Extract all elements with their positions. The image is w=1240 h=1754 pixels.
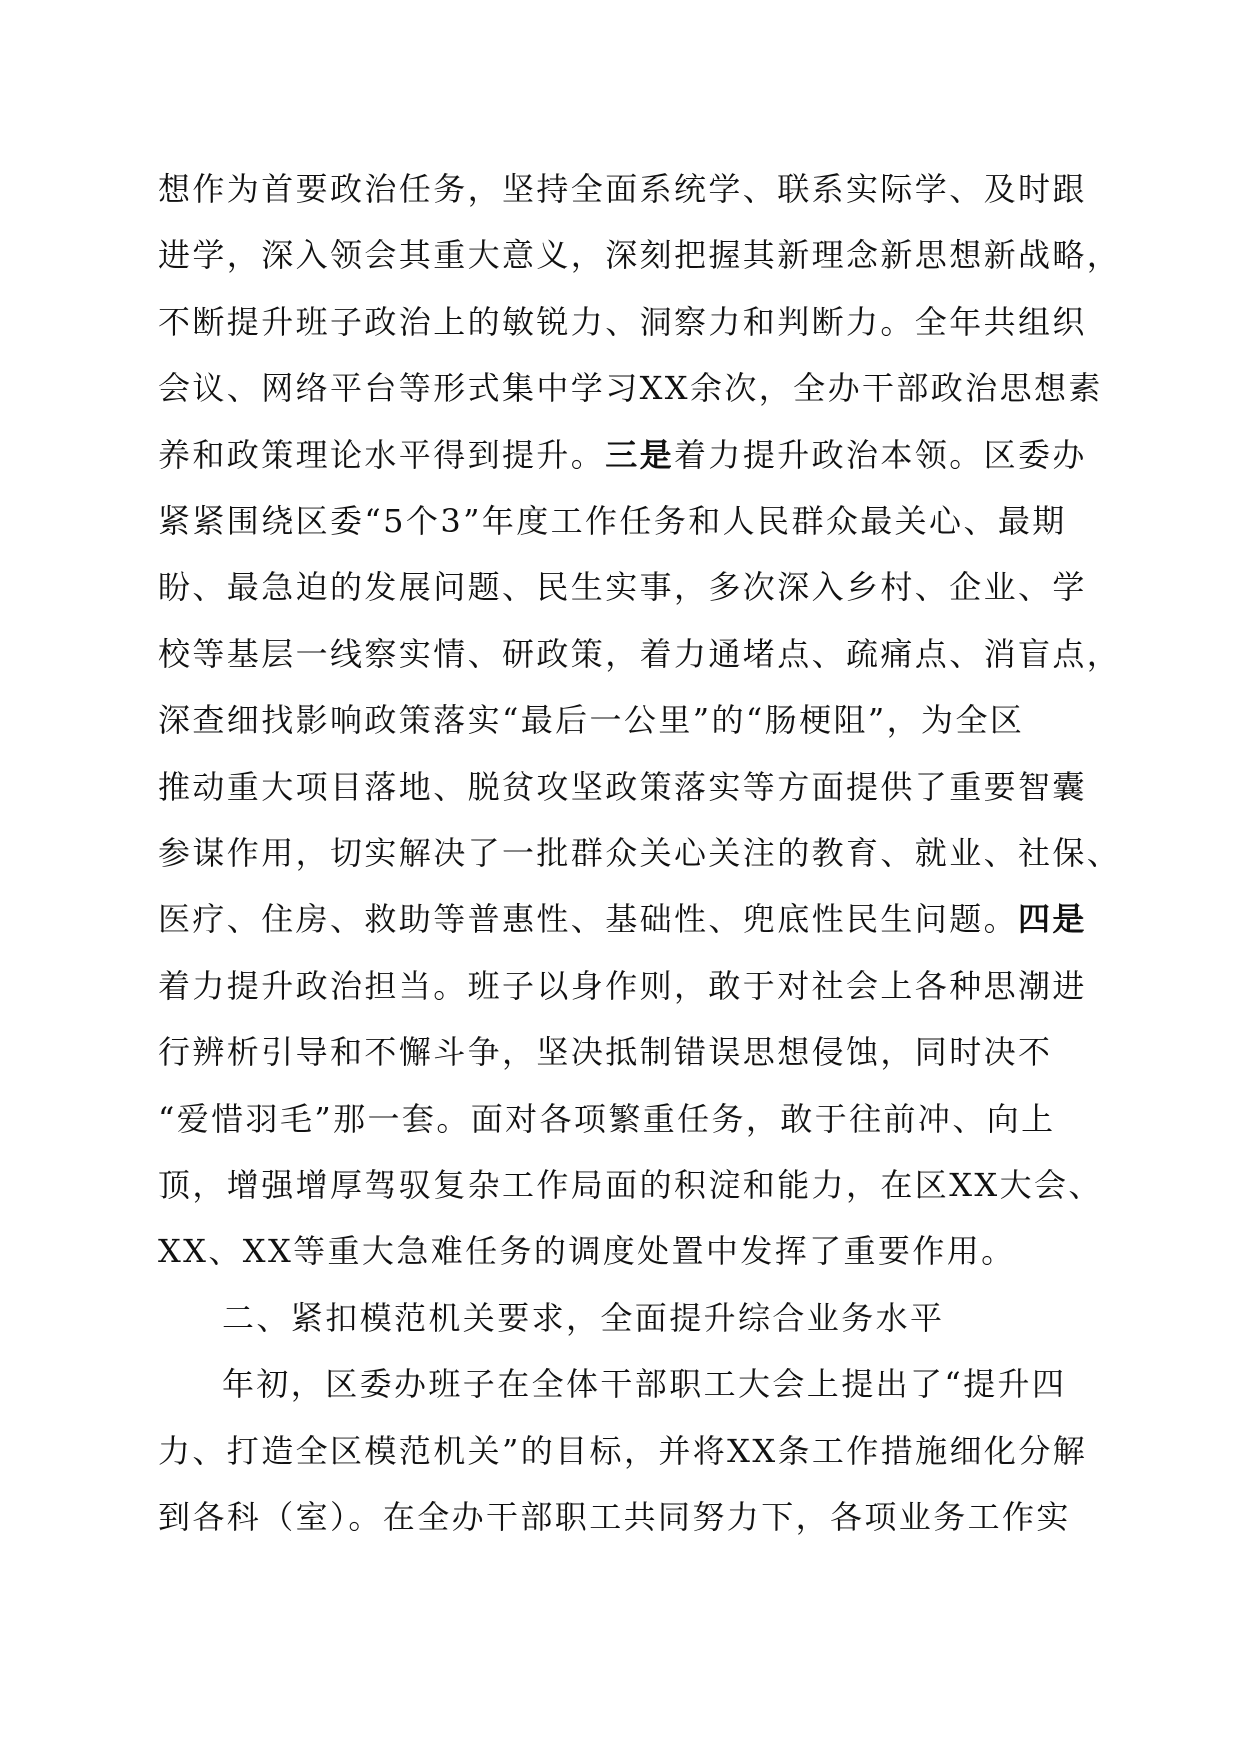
paragraph-line — [158, 953, 1087, 1019]
body-text: 校等基层一线察实情、研政策，着力通堵点、疏痛点、消盲点， — [158, 634, 1122, 673]
body-text: 顶，增强增厚驾驭复杂工作局面的积淀和能力，在区XX大会、 — [158, 1166, 1103, 1204]
paragraph-line — [158, 1218, 1016, 1284]
body-text: 养和政策理论水平得到提升。 — [158, 435, 606, 474]
paragraph-line — [158, 886, 1087, 952]
paragraph-line — [158, 289, 1087, 355]
body-text: 着力提升政治担当。班子以身作则，敢于对社会上各种思潮进 — [158, 966, 1087, 1005]
body-text: XX、XX等重大急难任务的调度处置中发挥了重要作用。 — [158, 1232, 1016, 1271]
paragraph-line — [158, 1152, 1103, 1218]
paragraph-line — [158, 754, 1087, 820]
paragraph-line-indented — [222, 1351, 1066, 1417]
body-text: 紧紧围绕区委“5个3”年度工作任务和人民群众最关心、最期 — [158, 502, 1067, 540]
paragraph-line — [158, 1019, 1052, 1085]
paragraph-line-indented — [222, 1285, 944, 1351]
emphasis-text: 三是 — [605, 435, 675, 474]
body-text: 力、打造全区模范机关”的目标，并将XX条工作措施细化分解 — [158, 1431, 1088, 1470]
body-text: 到各科（室）。在全办干部职工共同努力下，各项业务工作实 — [158, 1498, 1071, 1536]
paragraph-line — [158, 820, 1121, 886]
paragraph-line — [158, 422, 1087, 488]
body-text: 着力提升政治本领。区委办 — [674, 435, 1087, 474]
paragraph-line — [158, 554, 1087, 620]
paragraph-line — [158, 156, 1087, 222]
body-text: 会议、网络平台等形式集中学习XX余次，全办干部政治思想素 — [158, 369, 1103, 408]
paragraph-line — [158, 488, 1067, 554]
body-text: “爱惜羽毛”那一套。面对各项繁重任务，敢于往前冲、向上 — [158, 1099, 1056, 1138]
paragraph-line — [158, 355, 1103, 421]
body-text: 盼、最急迫的发展问题、民生实事，多次深入乡村、企业、学 — [158, 568, 1087, 607]
body-text: 想作为首要政治任务，坚持全面系统学、联系实际学、及时跟 — [158, 170, 1087, 208]
body-text: 二、紧扣模范机关要求，全面提升综合业务水平 — [222, 1298, 945, 1337]
body-text: 推动重大项目落地、脱贫攻坚政策落实等方面提供了重要智囊 — [158, 767, 1087, 806]
body-text: 不断提升班子政治上的敏锐力、洞察力和判断力。全年共组织 — [158, 302, 1087, 341]
body-text: 参谋作用，切实解决了一批群众关心关注的教育、就业、社保、 — [158, 834, 1122, 872]
paragraph-line — [158, 1086, 1056, 1152]
body-text: 医疗、住房、救助等普惠性、基础性、兜底性民生问题。 — [158, 900, 1019, 939]
paragraph-line — [158, 222, 1121, 288]
emphasis-text: 四是 — [1018, 900, 1087, 939]
body-text: 行辨析引导和不懈斗争，坚决抵制错误思想侵蚀，同时决不 — [158, 1033, 1053, 1072]
paragraph-line — [158, 1418, 1087, 1484]
body-text: 深查细找影响政策落实“最后一公里”的“肠梗阻”，为全区 — [158, 701, 1025, 740]
paragraph-line — [158, 621, 1121, 687]
paragraph-line — [158, 1484, 1071, 1550]
body-text: 年初，区委办班子在全体干部职工大会上提出了“提升四 — [222, 1365, 1067, 1404]
body-text: 进学，深入领会其重大意义，深刻把握其新理念新思想新战略， — [158, 236, 1122, 275]
paragraph-line — [158, 687, 1024, 753]
